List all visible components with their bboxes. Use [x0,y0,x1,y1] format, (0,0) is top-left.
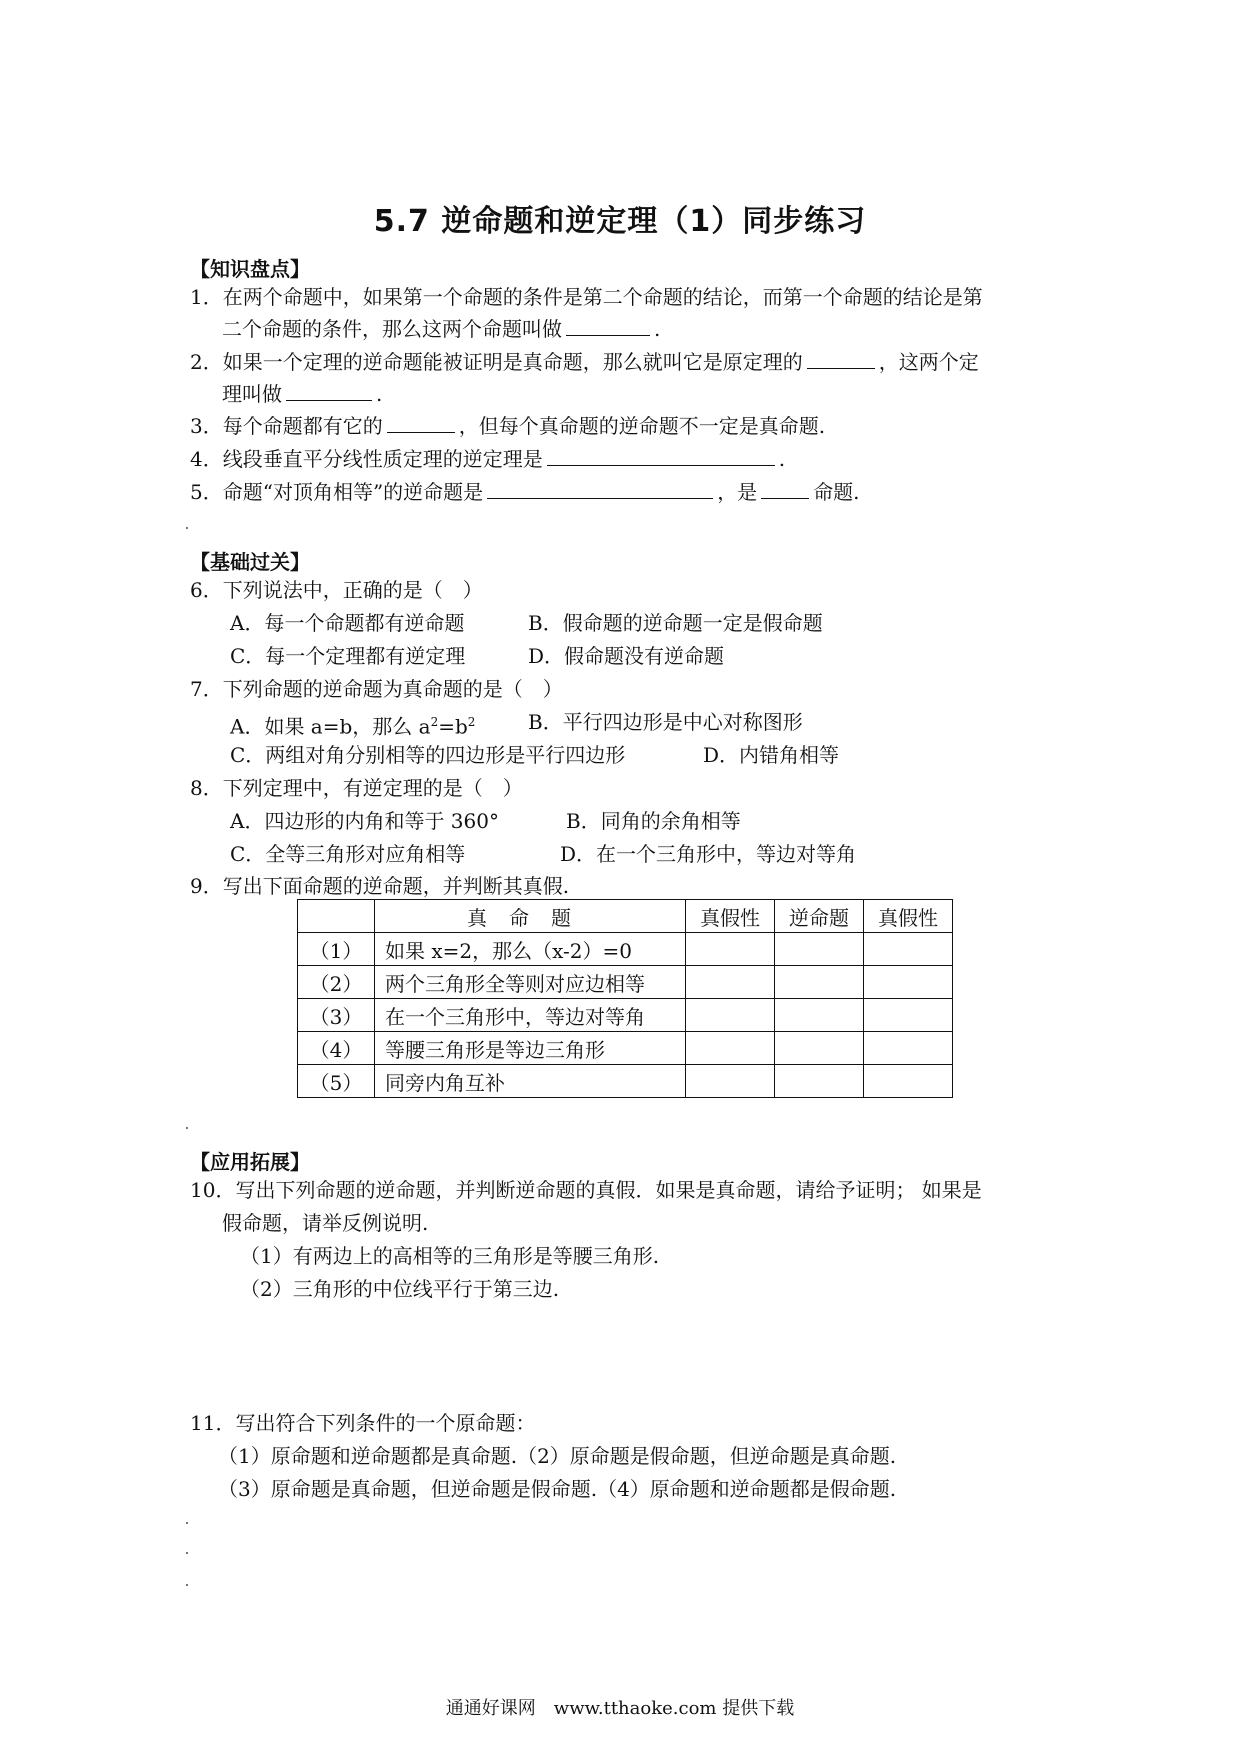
exponent: 2 [430,715,439,729]
question-5-text-c: 命题. [813,480,860,504]
table-cell-answer[interactable] [686,966,775,999]
question-6-option-d[interactable]: D．假命题没有逆命题 [528,644,725,668]
table-row [298,999,953,1032]
table-row [298,1032,953,1065]
question-8-option-d[interactable]: D．在一个三角形中，等边对等角 [560,842,857,866]
page-title: 5.7 逆命题和逆定理（1）同步练习 [373,204,867,239]
question-1-line-1 [190,284,983,310]
question-1-text-a: 1．在两个命题中，如果第一个命题的条件是第二个命题的结论，而第一个命题的结论是第 [190,285,983,309]
question-10-line-1: 10．写出下列命题的逆命题，并判断逆命题的真假．如果是真命题，请给予证明； 如果是 [190,1178,982,1202]
question-7-option-d[interactable]: D．内错角相等 [703,743,840,767]
question-2-text-c: 理叫做 [222,382,282,406]
question-2-line-2 [222,381,382,407]
answer-blank[interactable] [286,382,372,401]
question-11-conditions-3-4: （3）原命题是真命题，但逆命题是假命题.（4）原命题和逆命题都是假命题. [218,1477,897,1501]
question-2-text-a: 2．如果一个定理的逆命题能被证明是真命题，那么就叫它是原定理的 [190,350,803,374]
section-basic-heading: 【基础过关】 [190,550,310,574]
footer-source: 通通好课网 www.tthaoke.com 提供下载 [445,1698,795,1719]
question-7-option-a-text: A．如果 a=b，那么 a [230,714,431,739]
table-cell-answer[interactable] [864,966,953,999]
table-cell-answer[interactable] [775,966,864,999]
question-4-text-a: 4．线段垂直平分线性质定理的逆定理是 [190,447,543,471]
table-row [298,966,953,999]
table-cell-answer[interactable] [775,999,864,1032]
answer-blank[interactable] [547,447,775,466]
table-header: 真假性 [864,900,953,933]
answer-blank[interactable] [387,414,455,433]
answer-blank[interactable] [566,317,650,336]
scan-dot [186,1552,188,1554]
question-3-line [190,413,825,439]
question-5-text-a: 5．命题“对顶角相等”的逆命题是 [190,480,484,504]
question-8-stem: 8．下列定理中，有逆定理的是（ ） [190,776,523,800]
question-10-part-2: （2）三角形的中位线平行于第三边. [240,1277,560,1301]
table-cell-answer[interactable] [686,1065,775,1098]
table-row [298,933,953,966]
scan-dot [186,1584,188,1586]
table-cell-answer[interactable] [686,999,775,1032]
table-header: 真命题 [375,900,686,933]
question-10-part-1: （1）有两边上的高相等的三角形是等腰三角形. [240,1244,660,1268]
table-cell-proposition: 两个三角形全等则对应边相等 [375,966,686,999]
table-cell-proposition: 同旁内角互补 [375,1065,686,1098]
question-7-option-c[interactable]: C．两组对角分别相等的四边形是平行四边形 [230,743,626,767]
question-3-text-b: ，但每个真命题的逆命题不一定是真命题. [458,414,826,438]
scan-dot [186,527,188,529]
answer-blank[interactable] [487,480,713,499]
question-7-option-a-mid: =b [438,714,468,739]
table-cell-answer[interactable] [686,933,775,966]
answer-blank[interactable] [761,480,809,499]
table-cell-index: （1） [298,933,375,966]
table-cell-answer[interactable] [864,933,953,966]
question-9-table [297,899,953,1098]
table-cell-answer[interactable] [686,1032,775,1065]
question-1-line-2 [222,316,660,342]
question-9-stem: 9．写出下面命题的逆命题，并判断其真假. [190,874,570,898]
question-11-stem: 11．写出符合下列条件的一个原命题： [190,1411,536,1435]
table-cell-index: （2） [298,966,375,999]
table-header: 逆命题 [775,900,864,933]
question-3-text-a: 3．每个命题都有它的 [190,414,383,438]
section-extend-heading: 【应用拓展】 [190,1150,310,1174]
question-6-option-c[interactable]: C．每一个定理都有逆定理 [230,644,466,668]
table-cell-answer[interactable] [775,1065,864,1098]
question-7-stem: 7．下列命题的逆命题为真命题的是（ ） [190,677,563,701]
table-header-row [298,900,953,933]
question-7-option-a[interactable] [230,709,475,740]
question-8-option-b[interactable]: B．同角的余角相等 [566,809,741,833]
question-10-line-2: 假命题，请举反例说明. [222,1211,429,1235]
exponent: 2 [467,715,476,729]
question-2-text-b: ，这两个定 [878,350,979,374]
question-8-option-a[interactable]: A．四边形的内角和等于 360° [230,809,499,833]
question-6-option-a[interactable]: A．每一个命题都有逆命题 [230,611,465,635]
question-11-conditions-1-2: （1）原命题和逆命题都是真命题.（2）原命题是假命题，但逆命题是真命题. [218,1444,897,1468]
table-cell-index: （3） [298,999,375,1032]
question-6-option-b[interactable]: B．假命题的逆命题一定是假命题 [528,611,823,635]
answer-blank[interactable] [807,350,875,369]
question-4-text-b: . [778,447,786,471]
question-5-line [190,479,860,505]
table-cell-answer[interactable] [864,1065,953,1098]
scan-dot [186,1522,188,1524]
section-knowledge-heading: 【知识盘点】 [190,257,310,281]
table-cell-answer[interactable] [775,933,864,966]
question-2-line-1 [190,349,979,375]
table-cell-index: （4） [298,1032,375,1065]
question-1-text-c: . [654,317,661,341]
table-cell-answer[interactable] [775,1032,864,1065]
question-4-line [190,446,785,472]
question-2-text-d: . [376,382,383,406]
table-cell-index: （5） [298,1065,375,1098]
table-cell-proposition: 在一个三角形中，等边对等角 [375,999,686,1032]
question-8-option-c[interactable]: C．全等三角形对应角相等 [230,842,466,866]
table-cell-answer[interactable] [864,1032,953,1065]
question-1-text-b: 二个命题的条件，那么这两个命题叫做 [222,317,562,341]
question-7-option-b[interactable]: B．平行四边形是中心对称图形 [528,710,803,734]
question-6-stem: 6．下列说法中，正确的是（ ） [190,578,483,602]
table-cell-proposition: 等腰三角形是等边三角形 [375,1032,686,1065]
question-5-text-b: ，是 [717,480,758,504]
table-header: 真假性 [686,900,775,933]
table-cell-answer[interactable] [864,999,953,1032]
table-cell-proposition: 如果 x=2，那么（x-2）=0 [375,933,686,966]
table-row [298,1065,953,1098]
table-header [298,900,375,933]
scan-dot [186,1127,188,1129]
